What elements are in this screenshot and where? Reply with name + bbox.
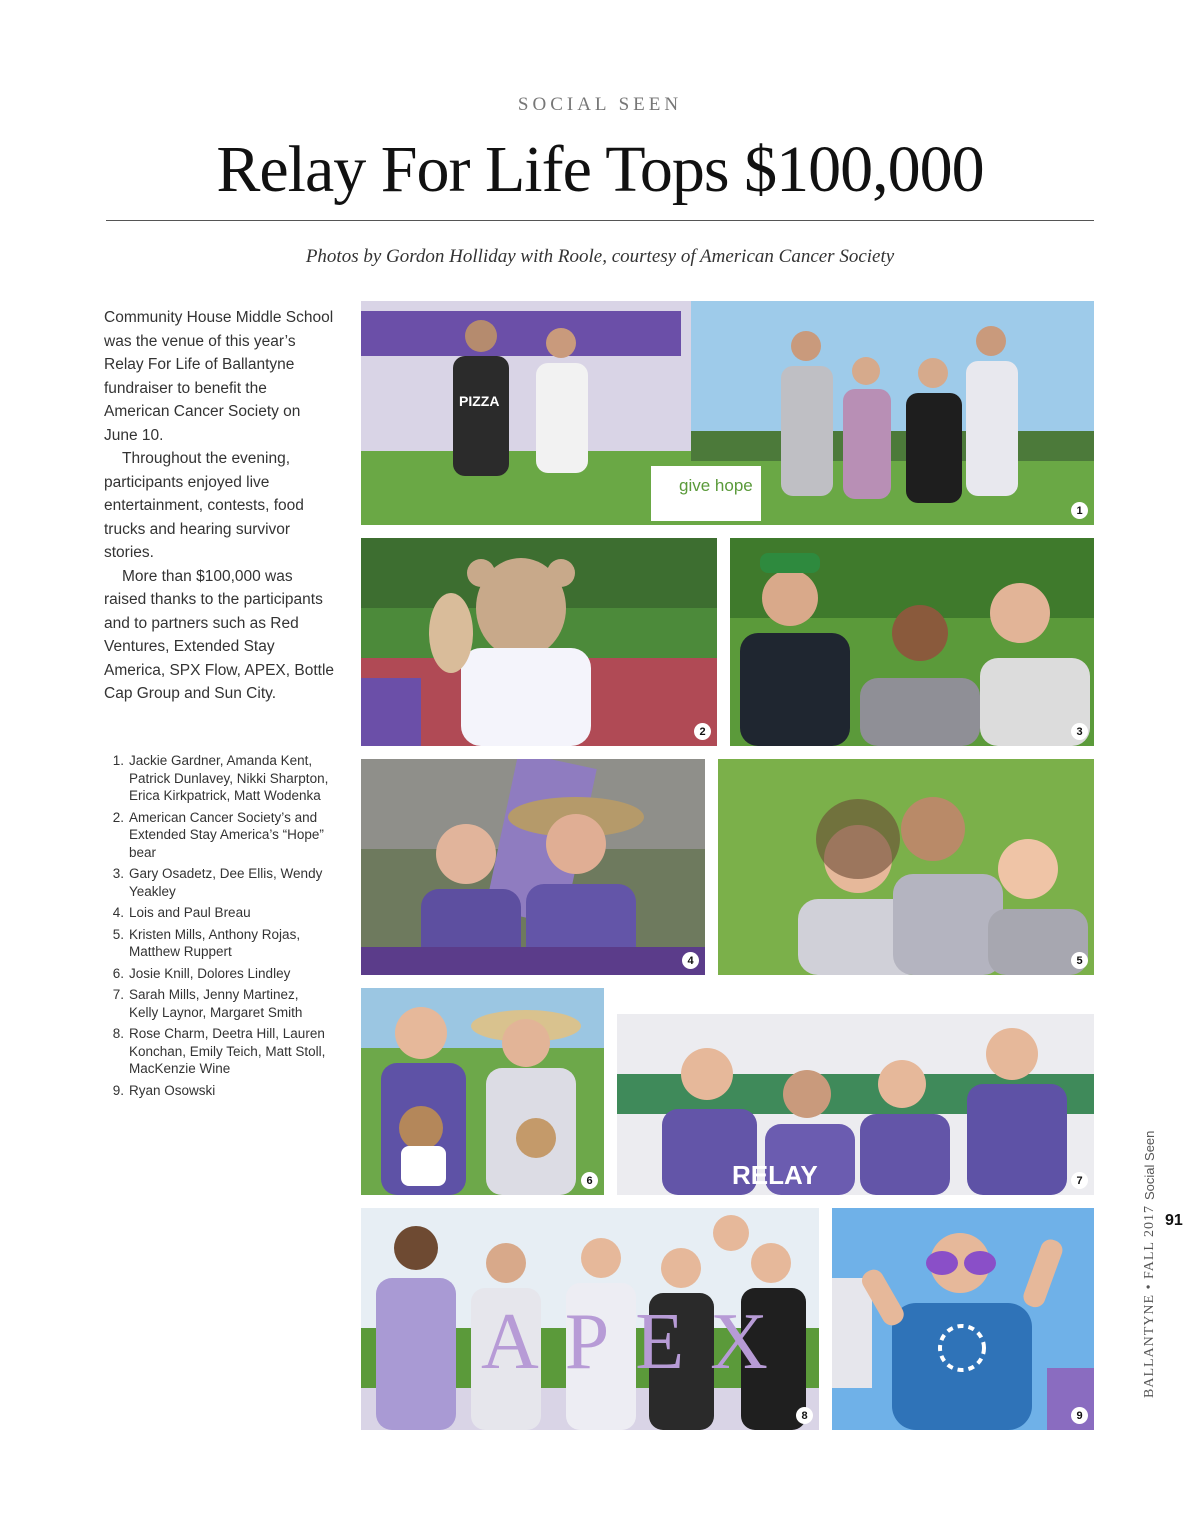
caption-text: Ryan Osowski [129,1082,216,1098]
photo-2-image [361,538,717,746]
photo-credit: Photos by Gordon Holliday with Roole, courtesy of American Cancer Society [305,246,895,267]
article-body [104,306,334,706]
photo-1 [361,301,1094,525]
photo-7 [617,1014,1094,1195]
photo-label: 3 [1071,723,1088,740]
photo-4-image [361,759,705,975]
photo-label: 5 [1071,952,1088,969]
caption-text: Lois and Paul Breau [129,905,251,920]
caption-item [104,965,329,983]
paragraph: More than $100,000 was raised thanks to the participants and to partners such as Red Ventures, Extended Stay America, SPX Flow, APEX, Bottle Cap Group and Sun City. [104,567,335,702]
page-number: 91 [1165,1212,1183,1229]
photo-6-image [361,988,604,1195]
headline-rule [106,220,1094,221]
photo-label: 2 [694,723,711,740]
sign-text: give hope [679,476,753,495]
caption-number: 5. [112,926,124,942]
paragraph: Throughout the evening, participants enjoyed live entertainment, contests, food trucks and hearing survivor stories. [104,450,304,561]
shirt-text: PIZZA [459,393,500,409]
photo-label: 6 [581,1172,598,1189]
caption-number: 9. [112,1082,124,1098]
caption-item [104,926,329,961]
caption-item [104,752,329,805]
caption-number: 2. [112,809,124,825]
photo-4 [361,759,705,975]
caption-number: 6. [112,965,124,981]
caption-item [104,809,329,862]
photo-captions [104,752,329,1103]
caption-text: Kristen Mills, Anthony Rojas, Matthew Ruppert [129,926,301,959]
paragraph: Community House Middle School was the venue of this year’s Relay For Life of Ballantyne fundraiser to benefit the American Cancer Society on June 10. [104,309,334,444]
caption-number: 8. [112,1026,124,1041]
shirt-text: RELAY [732,1160,818,1190]
apex-letters: APEX [481,1298,794,1386]
photo-3 [730,538,1094,746]
section-tab: Social Seen [1142,1130,1157,1200]
magazine-folio: BALLANTYNE • FALL 2017 [1142,1205,1157,1398]
caption-number: 3. [112,866,124,881]
photo-8 [361,1208,819,1430]
caption-item [104,865,329,900]
caption-text: Gary Osadetz, Dee Ellis, Wendy Yeakley [129,866,323,899]
photo-label: 8 [796,1407,813,1424]
photo-8-image [361,1208,819,1430]
photo-5-image [718,759,1094,975]
caption-number: 7. [112,987,124,1002]
caption-text: Rose Charm, Deetra Hill, Lauren Konchan, Emily Teich, Matt Stoll, MacKenzie Wine [129,1026,326,1076]
photo-7-image [617,1014,1094,1195]
photo-3-image [730,538,1094,746]
headline: Relay For Life Tops $100,000 [216,133,984,206]
photo-label: 1 [1071,502,1088,519]
caption-number: 4. [112,905,124,920]
caption-text: American Cancer Society’s and Extended Stay America’s “Hope” bear [129,809,324,860]
photo-9-image [832,1208,1094,1430]
caption-item [104,986,329,1021]
photo-1-image [361,301,1094,525]
caption-item [104,1082,329,1100]
caption-text: Sarah Mills, Jenny Martinez, Kelly Laynor, Margaret Smith [129,987,303,1020]
photo-6 [361,988,604,1195]
photo-5 [718,759,1094,975]
caption-item [104,1025,329,1078]
photo-9 [832,1208,1094,1430]
section-kicker: SOCIAL SEEN [517,94,683,115]
caption-text: Jackie Gardner, Amanda Kent, Patrick Dunlavey, Nikki Sharpton, Erica Kirkpatrick, Matt Wodenka [129,753,329,803]
photo-2 [361,538,717,746]
caption-item [104,904,329,922]
caption-number: 1. [112,753,124,768]
photo-label: 9 [1071,1407,1088,1424]
photo-label: 4 [682,952,699,969]
caption-text: Josie Knill, Dolores Lindley [129,965,291,981]
photo-label: 7 [1071,1172,1088,1189]
